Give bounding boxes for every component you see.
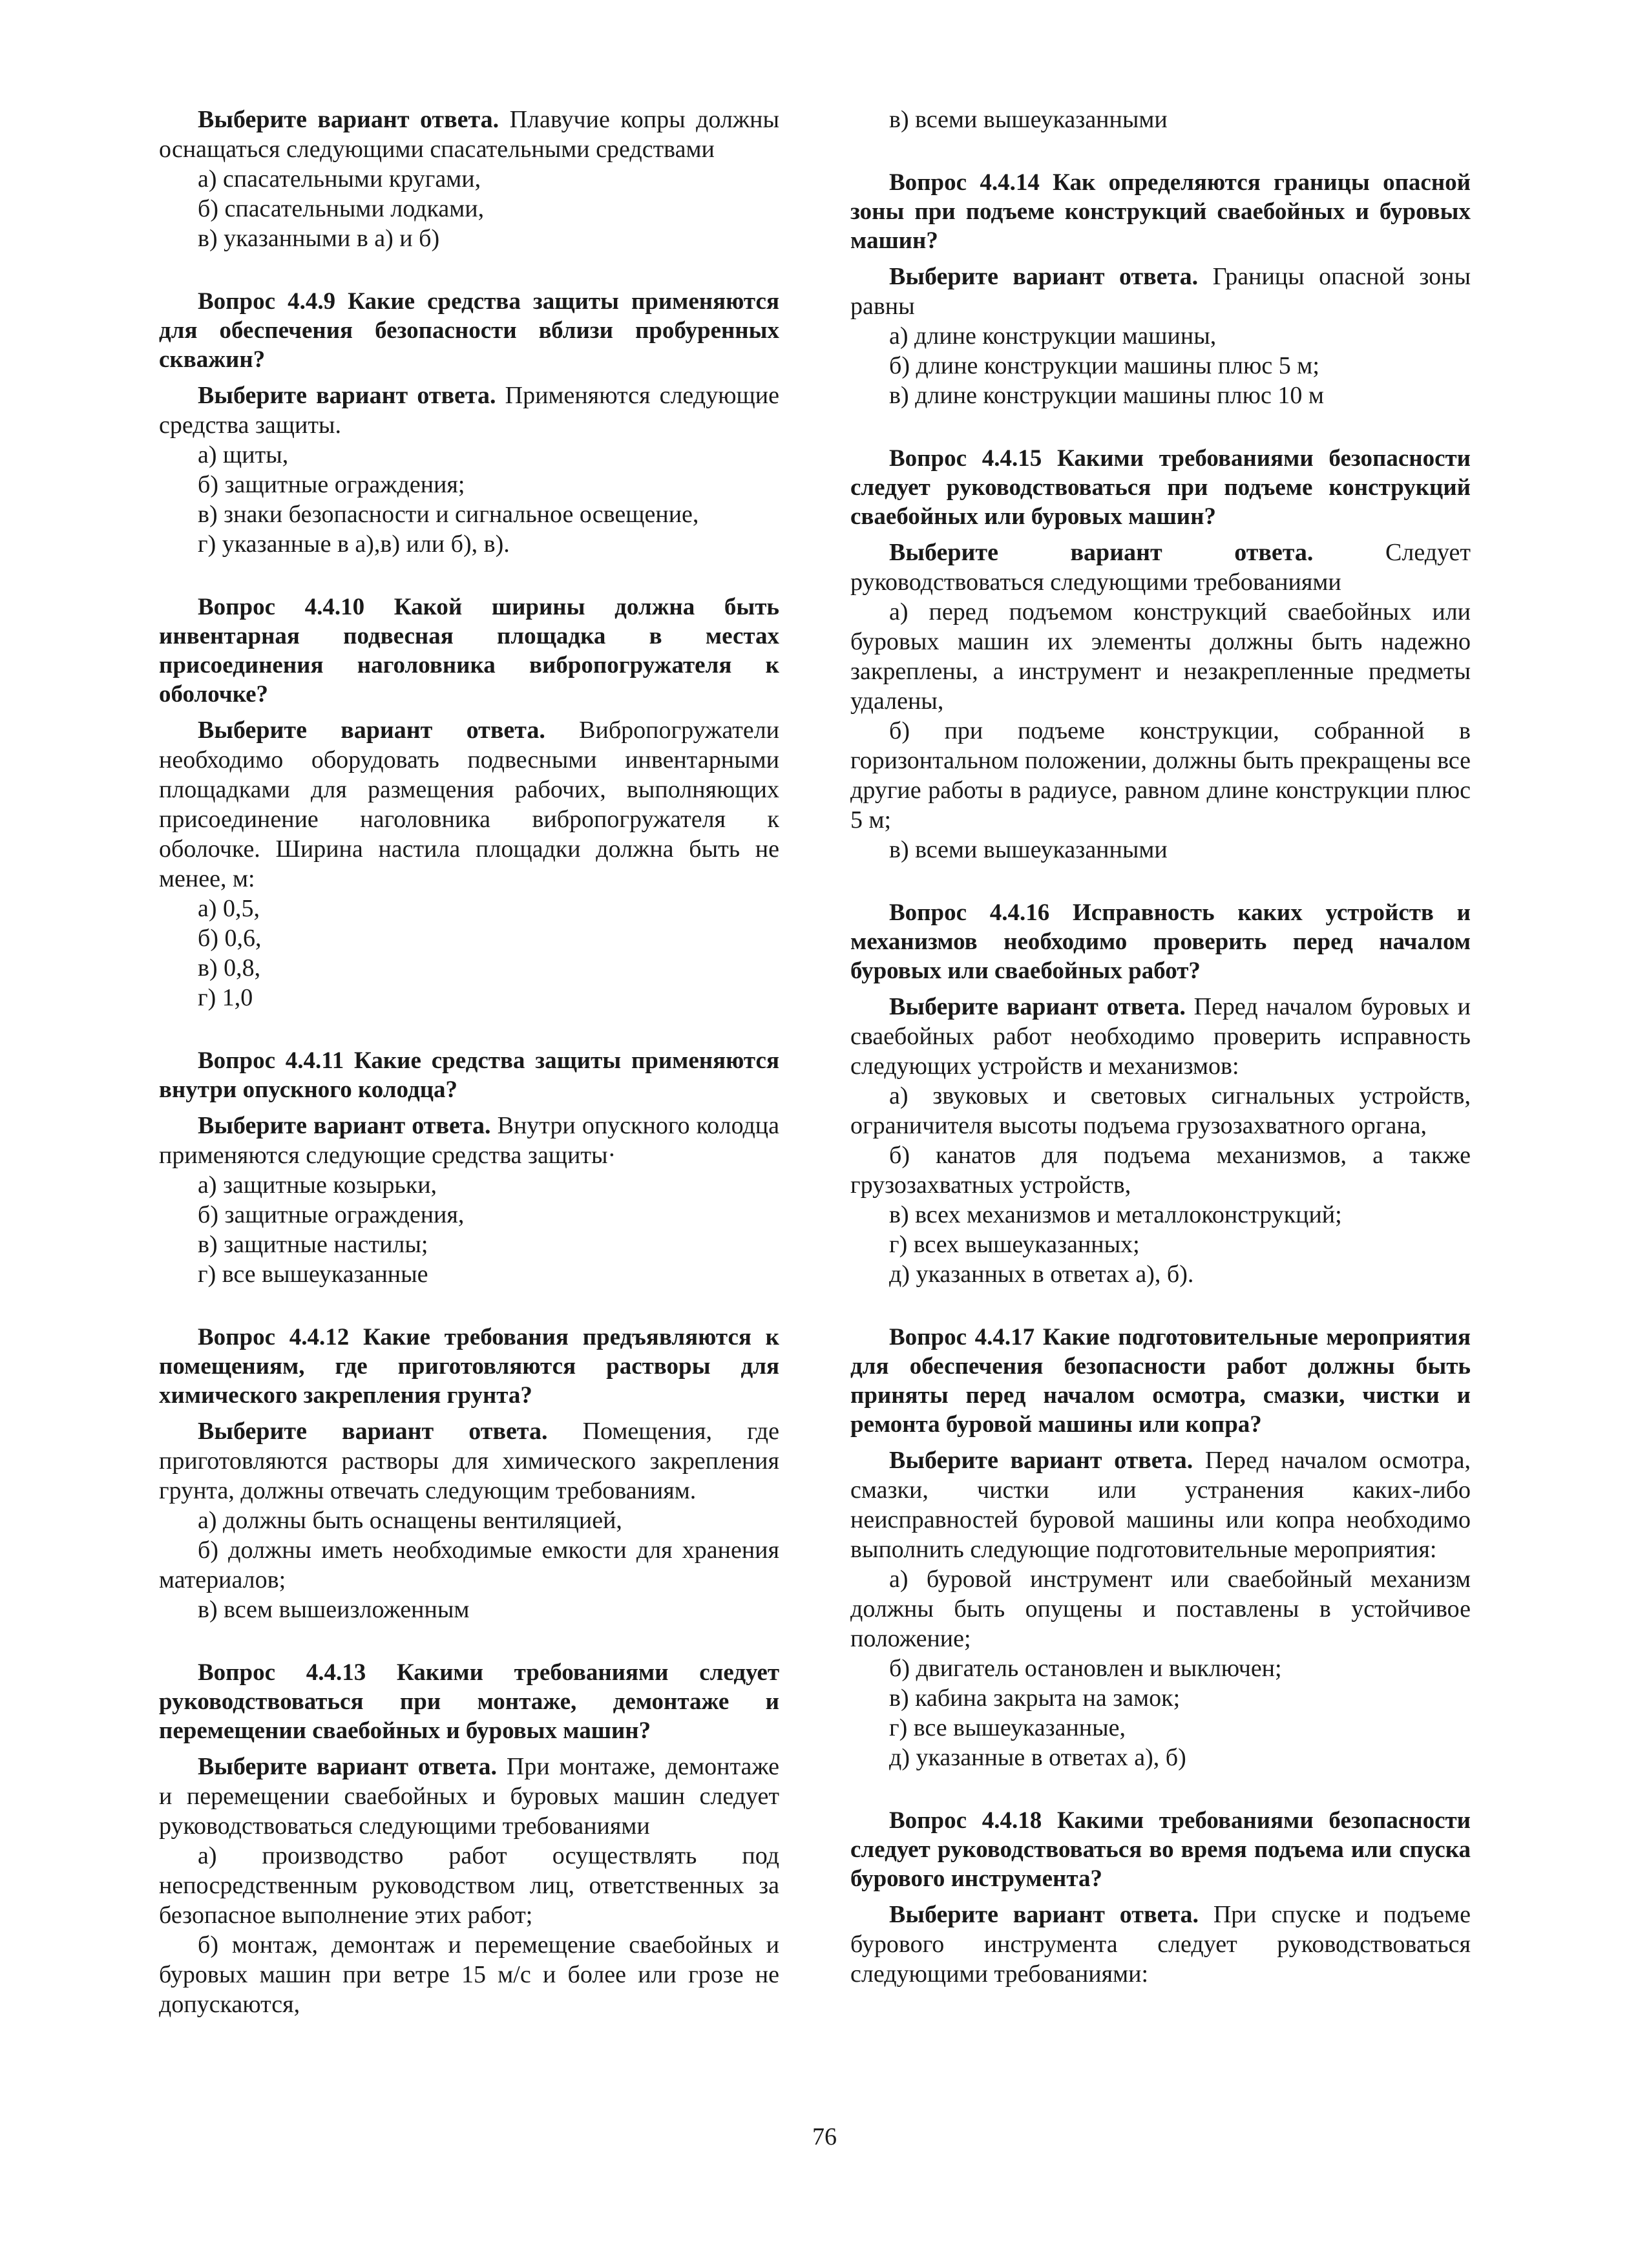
answer-option: а) должны быть оснащены вентиляцией, <box>198 1507 622 1534</box>
answer-intro-text: Вибропогружатели необходимо оборудовать подвесными инвентарными площадками для размещения рабочих, выполняющих присоединение наголовника вибропогружателя к оболочке. Ширина настила площадки должна быть не менее, м: <box>159 717 780 892</box>
answer-intro-text: При спуске и подъеме бурового инструмента следует руководствоваться следующими требованиями: <box>850 1901 1471 1988</box>
answer-intro <box>159 1416 779 1506</box>
answer-intro-label: Выберите вариант ответа. <box>198 717 545 744</box>
question-block <box>159 1658 779 2019</box>
answer-option: в) всеми вышеуказанными <box>889 836 1168 863</box>
answer-intro-label: Выберите вариант ответа. <box>198 382 496 409</box>
answer-option: а) щиты, <box>198 441 289 468</box>
answer-option: б) канатов для подъема механизмов, а также грузозахватных устройств, <box>850 1142 1471 1199</box>
answer-option: а) звуковых и световых сигнальных устройств, ограничителя высоты подъема грузозахватного органа, <box>850 1082 1471 1139</box>
question-title: Вопрос 4.4.14 Как определяются границы опасной зоны при подъеме конструкций сваебойных и буровых машин? <box>850 169 1471 254</box>
answer-option: г) всех вышеуказанных; <box>889 1231 1140 1258</box>
answer-intro-label: Выберите вариант ответа. <box>889 993 1186 1020</box>
answer-option: в) кабина закрыта на замок; <box>889 1685 1181 1712</box>
answer-intro-label: Выберите вариант ответа. <box>198 106 499 133</box>
answer-option: в) длине конструкции машины плюс 10 м <box>889 382 1324 409</box>
answer-option: г) все вышеуказанные <box>198 1261 428 1288</box>
answer-intro-text: Плавучие копры должны оснащаться следующими спасательными средствами <box>159 106 780 163</box>
question-block <box>850 898 1471 1289</box>
answer-option: в) всем вышеизложенным <box>198 1596 470 1623</box>
answer-option: а) производство работ осуществлять под непосредственным руководством лиц, ответственных за безопасное выполнение этих работ; <box>159 1842 779 1929</box>
answer-intro-label: Выберите вариант ответа. <box>198 1112 491 1139</box>
answer-option: в) знаки безопасности и сигнальное освещение, <box>198 501 699 528</box>
left-column <box>159 105 779 2019</box>
answer-option: б) спасательными лодками, <box>198 195 485 222</box>
answer-option: г) все вышеуказанные, <box>889 1714 1126 1741</box>
question-block <box>850 168 1471 410</box>
answer-option: в) указанными в а) и б) <box>198 225 440 252</box>
answer-option: б) 0,6, <box>198 925 262 952</box>
answer-option: а) буровой инструмент или сваебойный механизм должны быть опущены и поставлены в устойчивое положение; <box>850 1566 1471 1652</box>
answer-intro <box>159 1752 779 1841</box>
answer-intro-label: Выберите вариант ответа. <box>889 1901 1199 1928</box>
answer-option: а) перед подъемом конструкций сваебойных или буровых машин их элементы должны быть надежно закреплены, а инструмент и незакрепленные предметы удалены, <box>850 598 1471 715</box>
answer-option: в) всех механизмов и металлоконструкций; <box>889 1201 1342 1228</box>
answer-intro-text: Перед началом осмотра, смазки, чистки или устранения каких-либо неисправностей буровой машины или копра необходимо выполнить следующие подготовительные мероприятия: <box>850 1447 1471 1563</box>
answer-intro-text: Помещения, где приготовляются растворы для химического закрепления грунта, должны отвечать следующим требованиям. <box>159 1418 780 1504</box>
question-block <box>159 1046 779 1289</box>
question-block <box>159 287 779 559</box>
answer-option: б) защитные ограждения, <box>198 1201 465 1228</box>
answer-intro-label: Выберите вариант ответа. <box>889 539 1314 566</box>
answer-intro-label: Выберите вариант ответа. <box>198 1753 497 1780</box>
answer-option: б) должны иметь необходимые емкости для хранения материалов; <box>159 1537 779 1593</box>
question-title: Вопрос 4.4.16 Исправность каких устройств и механизмов необходимо проверить перед началом буровых или сваебойных работ? <box>850 899 1471 984</box>
question-title: Вопрос 4.4.18 Какими требованиями безопасности следует руководствоваться во время подъема или спуска бурового инструмента? <box>850 1807 1471 1892</box>
question-title: Вопрос 4.4.15 Какими требованиями безопасности следует руководствоваться при подъеме конструкций сваебойных или буровых машин? <box>850 445 1471 530</box>
question-block <box>850 444 1471 865</box>
answer-option: г) 1,0 <box>198 984 253 1011</box>
question-block <box>850 1806 1471 1989</box>
question-title: Вопрос 4.4.12 Какие требования предъявляются к помещениям, где приготовляются растворы для химического закрепления грунта? <box>159 1324 779 1409</box>
question-title: Вопрос 4.4.9 Какие средства защиты применяются для обеспечения безопасности вблизи пробуренных скважин? <box>159 288 779 373</box>
answer-option: в) всеми вышеуказанными <box>889 106 1168 133</box>
question-block <box>159 1323 779 1624</box>
answer-option: в) защитные настилы; <box>198 1231 428 1258</box>
answer-option: а) длине конструкции машины, <box>889 322 1217 350</box>
answer-option: б) защитные ограждения; <box>198 471 465 498</box>
answer-intro <box>159 1111 779 1170</box>
answer-option: д) указанных в ответах а), б). <box>889 1261 1194 1288</box>
answer-option: б) двигатель остановлен и выключен; <box>889 1655 1282 1682</box>
question-block <box>159 593 779 1013</box>
answer-option: г) указанные в а),в) или б), в). <box>198 530 510 558</box>
answer-intro <box>850 538 1471 597</box>
question-title: Вопрос 4.4.11 Какие средства защиты применяются внутри опускного колодца? <box>159 1047 779 1103</box>
answer-intro <box>850 262 1471 321</box>
answer-intro <box>850 1445 1471 1564</box>
answer-intro-text: Внутри опускного колодца применяются следующие средства защиты· <box>159 1112 780 1169</box>
answer-intro-label: Выберите вариант ответа. <box>889 263 1199 290</box>
question-block <box>159 105 779 253</box>
answer-intro <box>159 715 779 894</box>
answer-option: в) 0,8, <box>198 954 261 982</box>
answer-intro <box>850 992 1471 1081</box>
answer-intro-label: Выберите вариант ответа. <box>198 1418 548 1445</box>
answer-option: д) указанные в ответах а), б) <box>889 1744 1186 1771</box>
answer-option: б) при подъеме конструкции, собранной в горизонтальном положении, должны быть прекращены все другие работы в радиусе, равном длине конструкции плюс 5 м; <box>850 717 1471 834</box>
answer-intro <box>159 105 779 164</box>
question-block <box>850 105 1471 134</box>
answer-option: а) 0,5, <box>198 895 260 922</box>
answer-option: б) монтаж, демонтаж и перемещение сваебойных и буровых машин при ветре 15 м/с и более или грозе не допускаются, <box>159 1931 779 2018</box>
question-title: Вопрос 4.4.13 Какими требованиями следует руководствоваться при монтаже, демонтаже и перемещении свaебойных и буровых машин? <box>159 1659 779 1744</box>
answer-intro-text: При монтаже, демонтаже и перемещении сваебойных и буровых машин следует руководствоваться следующими требованиями <box>159 1753 780 1840</box>
answer-intro <box>159 381 779 440</box>
answer-intro-label: Выберите вариант ответа. <box>889 1447 1193 1474</box>
answer-intro-text: Границы опасной зоны равны <box>850 263 1471 320</box>
answer-intro-text: Следует руководствоваться следующими требованиями <box>850 539 1471 596</box>
answer-option: а) спасательными кругами, <box>198 165 481 193</box>
answer-intro-text: Применяются следующие средства защиты. <box>159 382 779 439</box>
question-block <box>850 1323 1471 1772</box>
answer-intro <box>850 1900 1471 1989</box>
question-title: Вопрос 4.4.17 Какие подготовительные мероприятия для обеспечения безопасности работ должны быть приняты перед началом осмотра, смазки, чистки и ремонта буровой машины или копра? <box>850 1324 1471 1438</box>
answer-intro-text: Перед началом буровых и сваебойных работ необходимо проверить исправность следующих устройств и механизмов: <box>850 993 1471 1080</box>
answer-option: а) защитные козырьки, <box>198 1171 437 1199</box>
page-number: 76 <box>812 2123 837 2150</box>
question-title: Вопрос 4.4.10 Какой ширины должна быть инвентарная подвесная площадка в местах присоединения наголовника вибропогружателя к оболочке? <box>159 594 779 708</box>
answer-option: б) длине конструкции машины плюс 5 м; <box>889 352 1319 379</box>
right-column <box>850 105 1471 1989</box>
